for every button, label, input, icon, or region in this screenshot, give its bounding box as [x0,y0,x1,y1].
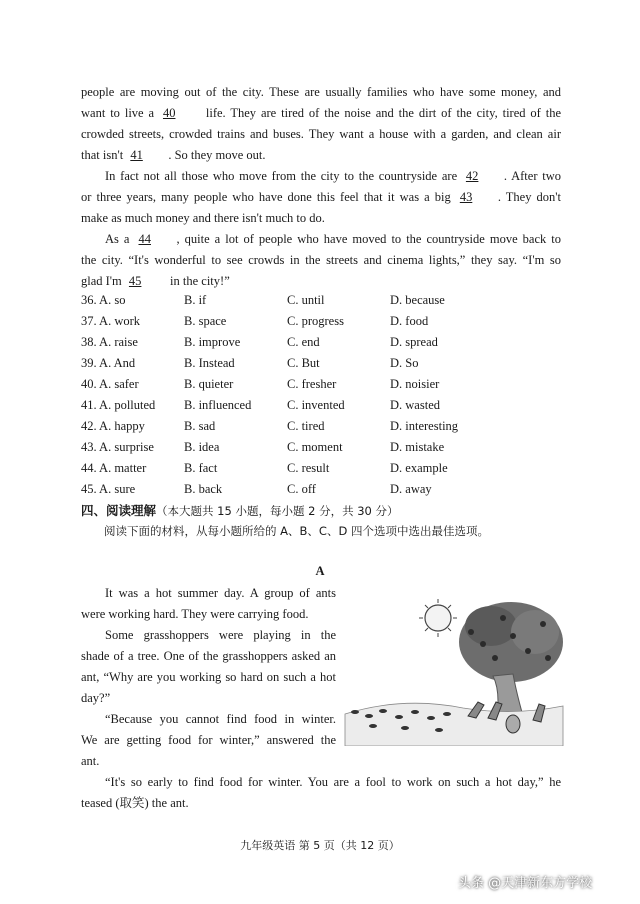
blank-42: 42 [465,169,479,183]
sun-icon [419,599,457,637]
blank-40: 40 [162,106,176,120]
text-line: In fact not all those who move from the city to the countryside are 42 . After two [81,166,561,187]
option-row: 43. A. surprise B. idea C. moment D. mistake [81,440,445,454]
cloze-paragraph-1 [81,82,561,166]
passage-text-continued [81,772,561,814]
text-line: “Because you cannot find food in winter. [105,712,336,726]
section-instruction: 阅读下面的材料，从每小题所给的 A、B、C、D 四个选项中选出最佳选项。 [104,524,489,538]
passage-text [81,583,336,772]
cloze-paragraph-2 [81,166,561,229]
passage-letter: A [315,564,325,578]
text-line: or three years, many people who have done this feel that it was a big 43 . They don't [81,187,561,208]
option-row: 37. A. work B. space C. progress D. food [81,314,429,328]
option-row: 44. A. matter B. fact C. result D. example [81,461,448,475]
option-row: 42. A. happy B. sad C. tired D. interesting [81,419,459,433]
blank-43: 43 [459,190,473,204]
text-line: teased (取笑) the ant. [81,796,189,810]
text-line: that isn't 41 . So they move out. [81,145,561,166]
watermark: 头条 @天津新东方学校 [458,876,593,891]
cloze-options [81,290,561,500]
option-row: 45. A. sure B. back C. off D. away [81,482,432,496]
ground [345,703,563,746]
section-heading: 四、阅读理解（本大题共 15 小题，每小题 2 分，共 30 分） [81,503,399,518]
blank-45: 45 [128,274,142,288]
blank-41: 41 [130,148,143,162]
ants-grasshoppers-illustration [343,596,565,746]
text-line: ant, “Why are you working so hard on such a hot [81,670,336,684]
text-line: people are moving out of the city. These are usually families who have some money, and [81,85,561,99]
text-line: crowded streets, crowded trains and buses. They want a house with a garden, and clean air [81,127,561,141]
text-line: It was a hot summer day. A group of ants [105,586,336,600]
text-line: were working hard. They were carrying food. [81,607,309,621]
option-row: 38. A. raise B. improve C. end D. spread [81,335,438,349]
option-row: 39. A. And B. Instead C. But D. So [81,356,419,370]
text-line: glad I'm 45 in the city!” [81,271,561,292]
option-row: 41. A. polluted B. influenced C. invented D. wasted [81,398,440,412]
option-row: 36. A. so B. if C. until D. because [81,293,445,307]
cloze-paragraph-3 [81,229,561,292]
text-line: day?” [81,691,111,705]
page-footer: 九年级英语 第 5 页（共 12 页） [240,839,400,852]
text-line: We are getting food for winter,” answered the [81,733,336,747]
text-line: want to live a 40 life. They are tired of the noise and the dirt of the city, tired of the [81,103,561,124]
text-line: “It's so early to find food for winter. You are a fool to work on such a hot day,” he [105,775,561,789]
option-row: 40. A. safer B. quieter C. fresher D. noisier [81,377,440,391]
text-line: shade of a tree. One of the grasshoppers asked an [81,649,336,663]
text-line: Some grasshoppers were playing in the [105,628,336,642]
blank-44: 44 [138,232,151,246]
text-line: make as much money and there isn't much to do. [81,211,325,225]
tree-canopy [459,602,563,682]
text-line: the city. “It's wonderful to see crowds in the streets and cinema lights,” they say. “I'm so [81,253,561,267]
text-line: As a 44 , quite a lot of people who have moved to the countryside move back to [81,229,561,250]
text-line: ant. [81,754,100,768]
